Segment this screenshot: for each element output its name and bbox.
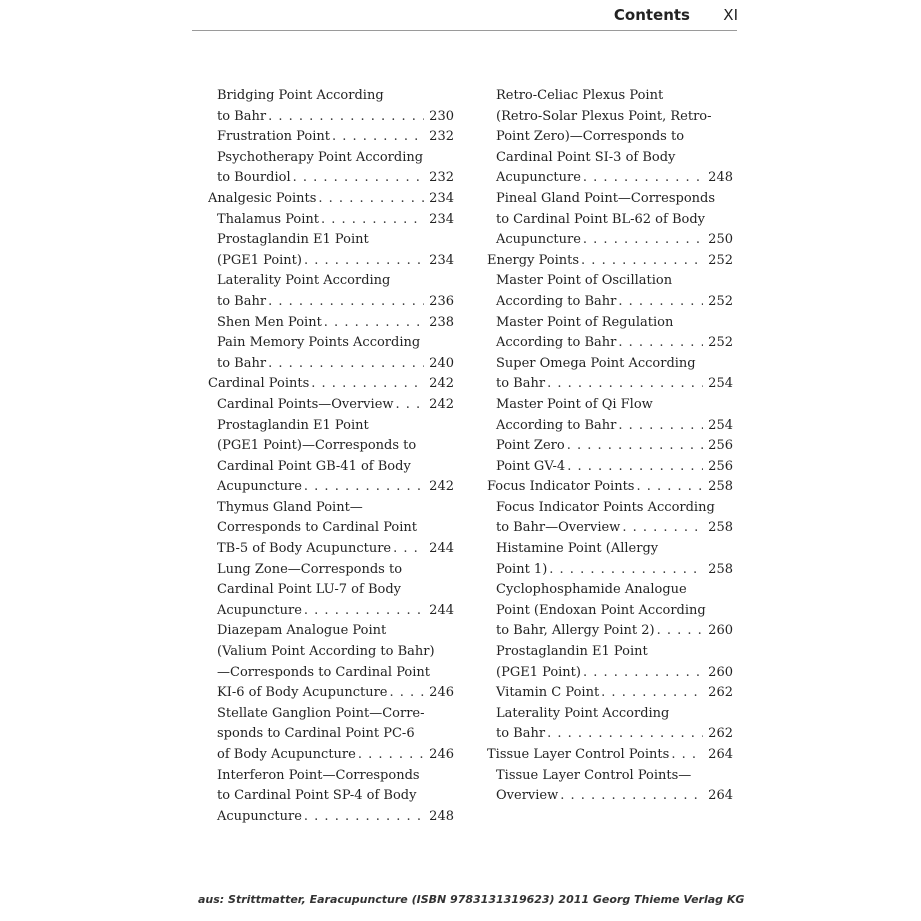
toc-entry-text: Focus Indicator Points According bbox=[496, 499, 715, 515]
toc-entry-line bbox=[208, 292, 454, 313]
toc-entry bbox=[487, 395, 733, 436]
dot-leader bbox=[657, 621, 703, 642]
dot-leader bbox=[358, 745, 424, 766]
toc-entry-text: According to Bahr bbox=[496, 335, 617, 351]
toc-entry-text: to Bahr bbox=[217, 293, 267, 309]
dot-leader bbox=[304, 807, 424, 828]
toc-section-entry bbox=[487, 745, 733, 766]
toc-page-number: 258 bbox=[708, 479, 733, 495]
toc-page-number: 250 bbox=[708, 232, 733, 248]
dot-leader bbox=[304, 251, 424, 272]
toc-entry-text: to Bahr—Overview bbox=[496, 520, 621, 536]
toc-entry bbox=[208, 621, 454, 703]
toc-entry-text: Acupuncture bbox=[217, 602, 302, 618]
footer-credit: aus: Strittmatter, Earacupuncture (ISBN 9783131319623) 2011 Georg Thieme Verlag KG bbox=[198, 893, 745, 906]
toc-entry-text: Prostaglandin E1 Point bbox=[217, 417, 369, 433]
toc-entry-text: Pain Memory Points According bbox=[217, 335, 421, 351]
toc-entry-line bbox=[208, 107, 454, 128]
toc-entry-text: Tissue Layer Control Points— bbox=[496, 767, 692, 783]
toc-entry-text: Pineal Gland Point—Corresponds bbox=[496, 190, 716, 206]
toc-entry-line bbox=[208, 395, 454, 416]
toc-entry-text: Focus Indicator Points bbox=[487, 479, 635, 495]
toc-entry-text: (Valium Point According to Bahr) bbox=[217, 644, 435, 660]
toc-entry bbox=[487, 457, 733, 478]
dot-leader bbox=[618, 292, 703, 313]
toc-entry bbox=[208, 271, 454, 312]
dot-leader bbox=[618, 333, 703, 354]
dot-leader bbox=[304, 601, 424, 622]
toc-entry-text: Cardinal Point LU-7 of Body bbox=[217, 582, 401, 598]
toc-entry-text: Histamine Point (Allergy bbox=[496, 541, 659, 557]
dot-leader bbox=[390, 683, 425, 704]
toc-entry-text: to Cardinal Point SP-4 of Body bbox=[217, 788, 417, 804]
toc-entry bbox=[208, 560, 454, 622]
toc-entry-text: Energy Points bbox=[487, 252, 580, 268]
toc-section-entry bbox=[487, 477, 733, 498]
toc-page-number: 254 bbox=[708, 376, 733, 392]
dot-leader bbox=[622, 518, 703, 539]
toc-right-column bbox=[487, 86, 733, 807]
toc-entry-text: Laterality Point According bbox=[217, 273, 391, 289]
toc-entry-text: Interferon Point—Corresponds bbox=[217, 767, 420, 783]
toc-entry-text: Analgesic Points bbox=[208, 190, 317, 206]
toc-page-number: 244 bbox=[429, 541, 454, 557]
toc-entry bbox=[487, 704, 733, 745]
toc-entry-text: Diazepam Analogue Point bbox=[217, 623, 387, 639]
toc-page-number: 256 bbox=[708, 438, 733, 454]
toc-entry-line bbox=[487, 745, 733, 766]
toc-entry bbox=[487, 498, 733, 539]
toc-entry-text: Prostaglandin E1 Point bbox=[217, 232, 369, 248]
toc-page-number: 238 bbox=[429, 314, 454, 330]
toc-entry-text: to Bahr bbox=[217, 108, 267, 124]
toc-entry-text: Cardinal Point GB-41 of Body bbox=[217, 458, 411, 474]
toc-entry bbox=[487, 539, 733, 580]
toc-section-entry bbox=[208, 374, 454, 395]
toc-entry-text: to Bahr bbox=[217, 355, 267, 371]
toc-entry bbox=[208, 333, 454, 374]
dot-leader bbox=[583, 230, 703, 251]
toc-page-number: 248 bbox=[708, 170, 733, 186]
toc-entry-text: Shen Men Point bbox=[217, 314, 322, 330]
toc-page-number: 246 bbox=[429, 747, 454, 762]
toc-entry-line bbox=[487, 663, 733, 684]
toc-section-entry bbox=[487, 251, 733, 272]
toc-page-number: 258 bbox=[708, 561, 733, 577]
header-title: Contents bbox=[613, 6, 690, 24]
toc-entry-text: Prostaglandin E1 Point bbox=[496, 644, 648, 660]
toc-entry-text: Master Point of Regulation bbox=[496, 314, 674, 330]
dot-leader bbox=[268, 354, 424, 375]
toc-entry-text: Stellate Ganglion Point—Corre- bbox=[217, 705, 425, 721]
dot-leader bbox=[618, 416, 703, 437]
toc-entry bbox=[487, 683, 733, 704]
toc-entry-text: Tissue Layer Control Points bbox=[487, 747, 670, 762]
toc-entry-line bbox=[487, 518, 733, 539]
toc-entry bbox=[487, 354, 733, 395]
toc-entry-line bbox=[208, 374, 454, 395]
toc-entry-line bbox=[208, 745, 454, 766]
toc-entry-line bbox=[487, 560, 733, 581]
dot-leader bbox=[567, 436, 703, 457]
toc-entry-line bbox=[208, 210, 454, 231]
toc-entry-line bbox=[487, 168, 733, 189]
toc-entry-text: sponds to Cardinal Point PC-6 bbox=[217, 726, 415, 742]
toc-entry bbox=[208, 148, 454, 189]
toc-entry-text: Corresponds to Cardinal Point bbox=[217, 520, 418, 536]
toc-page-number: 234 bbox=[429, 252, 454, 268]
toc-page-number: 230 bbox=[429, 108, 454, 124]
toc-page-number: 262 bbox=[708, 685, 733, 701]
header-rule bbox=[192, 30, 737, 31]
toc-entry-text: Master Point of Oscillation bbox=[496, 273, 673, 289]
dot-leader bbox=[321, 210, 424, 231]
toc-entry-text: Cardinal Points bbox=[208, 376, 310, 392]
toc-entry-text: to Bahr bbox=[496, 726, 546, 742]
toc-entry bbox=[208, 313, 454, 334]
toc-section-entry bbox=[208, 189, 454, 210]
toc-entry-line bbox=[208, 807, 454, 828]
toc-entry-text: Acupuncture bbox=[217, 479, 302, 495]
toc-entry bbox=[208, 86, 454, 127]
toc-entry-text: Cardinal Point SI-3 of Body bbox=[496, 149, 676, 165]
toc-page-number: 260 bbox=[708, 623, 733, 639]
dot-leader bbox=[636, 477, 703, 498]
toc-entry-line bbox=[487, 251, 733, 272]
toc-page-number: 260 bbox=[708, 664, 733, 680]
toc-page-number: 234 bbox=[429, 190, 454, 206]
toc-entry bbox=[208, 210, 454, 231]
toc-entry-text: to Bourdiol bbox=[217, 170, 291, 186]
toc-entry-text: of Body Acupuncture bbox=[217, 747, 356, 762]
dot-leader bbox=[318, 189, 424, 210]
toc-entry-line bbox=[487, 416, 733, 437]
toc-entry-text: Point GV-4 bbox=[496, 458, 566, 474]
toc-entry bbox=[208, 395, 454, 416]
toc-page-number: 242 bbox=[429, 376, 454, 392]
toc-entry-text: Point Zero bbox=[496, 438, 565, 454]
toc-entry bbox=[487, 642, 733, 683]
toc-page-number: 248 bbox=[429, 808, 454, 824]
toc-entry bbox=[208, 230, 454, 271]
dot-leader bbox=[311, 374, 424, 395]
toc-page-number: 258 bbox=[708, 520, 733, 536]
toc-entry-text: Lung Zone—Corresponds to bbox=[217, 561, 403, 577]
toc-page-number: 252 bbox=[708, 252, 733, 268]
toc-entry-text: Thalamus Point bbox=[217, 211, 320, 227]
toc-page-number: 246 bbox=[429, 685, 454, 701]
toc-entry-line bbox=[208, 251, 454, 272]
toc-entry-text: to Bahr bbox=[496, 376, 546, 392]
toc-page-number: 244 bbox=[429, 602, 454, 618]
toc-entry-text: Point 1) bbox=[496, 561, 548, 577]
toc-entry-text: According to Bahr bbox=[496, 293, 617, 309]
toc-entry-text: Cyclophosphamide Analogue bbox=[496, 582, 687, 598]
toc-entry-text: Overview bbox=[496, 788, 559, 804]
dot-leader bbox=[393, 539, 424, 560]
dot-leader bbox=[671, 745, 703, 766]
toc-entry-text: Retro-Celiac Plexus Point bbox=[496, 88, 664, 103]
toc-entry bbox=[208, 127, 454, 148]
toc-entry-line bbox=[487, 457, 733, 478]
toc-entry-line bbox=[487, 292, 733, 313]
toc-entry-text: Thymus Gland Point— bbox=[217, 499, 363, 515]
toc-entry-text: Laterality Point According bbox=[496, 705, 670, 721]
toc-entry bbox=[487, 436, 733, 457]
toc-entry-line bbox=[487, 230, 733, 251]
toc-entry-line bbox=[487, 683, 733, 704]
dot-leader bbox=[583, 663, 703, 684]
toc-entry-text: Psychotherapy Point According bbox=[217, 149, 424, 165]
toc-entry bbox=[487, 271, 733, 312]
toc-entry-text: KI-6 of Body Acupuncture bbox=[217, 685, 388, 701]
toc-entry bbox=[487, 766, 733, 807]
dot-leader bbox=[581, 251, 703, 272]
toc-page-number: 234 bbox=[429, 211, 454, 227]
toc-entry-text: Cardinal Points—Overview bbox=[217, 396, 394, 412]
toc-entry-line bbox=[487, 436, 733, 457]
toc-entry-text: (PGE1 Point) bbox=[496, 664, 581, 680]
toc-page-number: 232 bbox=[429, 129, 454, 145]
toc-page-number: 252 bbox=[708, 293, 733, 309]
toc-page-number: 232 bbox=[429, 170, 454, 186]
toc-left-column bbox=[208, 86, 454, 827]
toc-page-number: 264 bbox=[708, 788, 733, 804]
toc-entry bbox=[487, 313, 733, 354]
toc-entry-text: to Bahr, Allergy Point 2) bbox=[496, 623, 655, 639]
toc-entry-text: —Corresponds to Cardinal Point bbox=[217, 664, 431, 680]
toc-entry bbox=[208, 704, 454, 766]
toc-entry-text: TB-5 of Body Acupuncture bbox=[217, 541, 392, 557]
toc-entry-text: Acupuncture bbox=[496, 232, 581, 248]
toc-entry-line bbox=[487, 333, 733, 354]
toc-page-number: 252 bbox=[708, 335, 733, 351]
toc-entry-text: Point (Endoxan Point According bbox=[496, 602, 706, 618]
toc-entry-line bbox=[487, 621, 733, 642]
toc-entry-text: Point Zero)—Corresponds to bbox=[496, 129, 685, 145]
toc-entry-line bbox=[208, 168, 454, 189]
toc-entry bbox=[487, 86, 733, 189]
dot-leader bbox=[567, 457, 703, 478]
toc-entry-line bbox=[208, 127, 454, 148]
toc-page-number: 262 bbox=[708, 726, 733, 742]
toc-entry-text: Vitamin C Point bbox=[496, 685, 600, 701]
toc-entry-line bbox=[208, 313, 454, 334]
toc-page-number: 242 bbox=[429, 396, 454, 412]
dot-leader bbox=[268, 107, 424, 128]
toc-entry bbox=[487, 580, 733, 642]
toc-page-number: 240 bbox=[429, 355, 454, 371]
dot-leader bbox=[332, 127, 424, 148]
toc-entry bbox=[208, 498, 454, 560]
toc-page-number: 236 bbox=[429, 293, 454, 309]
toc-entry-line bbox=[208, 601, 454, 622]
page-header bbox=[0, 0, 921, 40]
toc-entry-line bbox=[208, 539, 454, 560]
toc-entry-line bbox=[487, 374, 733, 395]
toc-entry-line bbox=[487, 786, 733, 807]
toc-entry-line bbox=[487, 724, 733, 745]
toc-entry-line bbox=[487, 477, 733, 498]
toc-entry bbox=[208, 766, 454, 828]
dot-leader bbox=[547, 374, 703, 395]
dot-leader bbox=[268, 292, 424, 313]
toc-entry-text: to Cardinal Point BL-62 of Body bbox=[496, 211, 705, 227]
toc-entry-text: Acupuncture bbox=[496, 170, 581, 186]
toc-entry-text: Master Point of Qi Flow bbox=[496, 396, 653, 412]
toc-entry-text: According to Bahr bbox=[496, 417, 617, 433]
toc-entry bbox=[208, 416, 454, 498]
dot-leader bbox=[583, 168, 703, 189]
toc-entry-text: (PGE1 Point) bbox=[217, 252, 302, 268]
toc-page-number: 254 bbox=[708, 417, 733, 433]
toc-entry bbox=[487, 189, 733, 251]
dot-leader bbox=[324, 313, 424, 334]
toc-entry-text: (Retro-Solar Plexus Point, Retro- bbox=[496, 108, 712, 124]
dot-leader bbox=[547, 724, 703, 745]
toc-page-number: 256 bbox=[708, 458, 733, 474]
toc-entry-text: Super Omega Point According bbox=[496, 355, 696, 371]
toc-entry-text: Bridging Point According bbox=[217, 88, 384, 103]
toc-page-number: 264 bbox=[708, 747, 733, 762]
toc-entry-text: Acupuncture bbox=[217, 808, 302, 824]
toc-entry-line bbox=[208, 477, 454, 498]
dot-leader bbox=[549, 560, 703, 581]
toc-entry-line bbox=[208, 189, 454, 210]
dot-leader bbox=[293, 168, 424, 189]
toc-entry-text: (PGE1 Point)—Corresponds to bbox=[217, 438, 417, 454]
dot-leader bbox=[304, 477, 424, 498]
dot-leader bbox=[560, 786, 703, 807]
dot-leader bbox=[601, 683, 703, 704]
toc-page-number: 242 bbox=[429, 479, 454, 495]
toc-entry-text: Frustration Point bbox=[217, 129, 330, 145]
dot-leader bbox=[396, 395, 424, 416]
toc-entry-line bbox=[208, 683, 454, 704]
header-page-number: XI bbox=[723, 6, 738, 24]
toc-entry-line bbox=[208, 354, 454, 375]
